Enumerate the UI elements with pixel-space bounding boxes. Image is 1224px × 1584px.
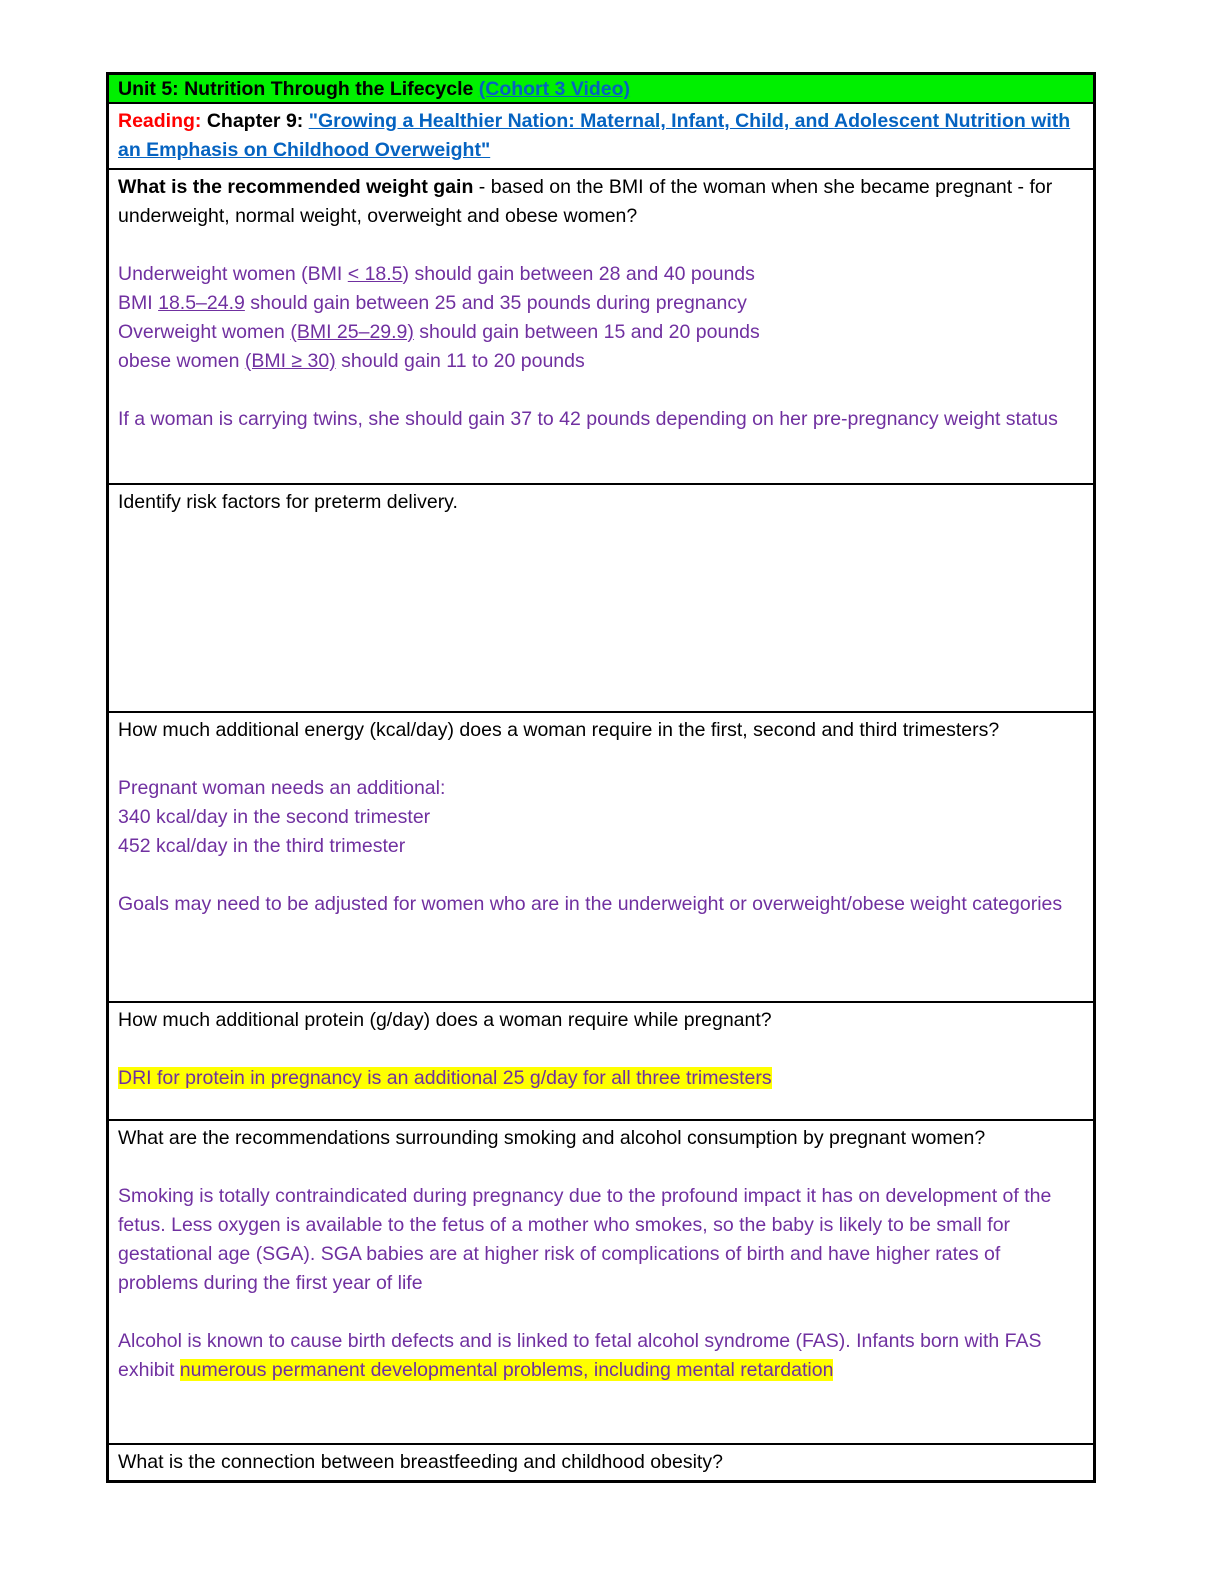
answer-text: ) should gain between 28 and 40 pounds: [402, 263, 755, 285]
protein-question: How much additional protein (g/day) does a woman require while pregnant?: [118, 1009, 772, 1031]
weight-gain-question: [118, 173, 1081, 231]
preterm-row: [109, 485, 1093, 713]
answer-obese: [118, 347, 1081, 376]
answer-text: Alcohol is known to cause birth defects and is linked to fetal alcohol syndrome (FAS). Infants born with FAS exhibit: [118, 1330, 1042, 1381]
answer-text: should gain 11 to 20 pounds: [335, 350, 585, 372]
weight-gain-row: [109, 170, 1093, 485]
answer-energy-intro: Pregnant woman needs an additional:: [118, 777, 446, 799]
spacer: [118, 861, 1081, 890]
unit-title: Unit 5: Nutrition Through the Lifecycle: [118, 78, 479, 100]
smoking-question: What are the recommendations surrounding smoking and alcohol consumption by pregnant women?: [118, 1127, 986, 1149]
answer-underlined: < 18.5: [347, 263, 403, 285]
spacer: [118, 1153, 1081, 1182]
answer-protein: [118, 1064, 1081, 1093]
highlighted-answer: numerous permanent developmental problems, including mental retardation: [179, 1359, 834, 1381]
preterm-question: Identify risk factors for preterm delivery.: [118, 491, 458, 513]
answer-energy-goals: Goals may need to be adjusted for women who are in the underweight or overweight/obese weight categories: [118, 893, 1063, 915]
answer-energy-second-trimester: 340 kcal/day in the second trimester: [118, 806, 431, 828]
reading-row: [109, 104, 1093, 170]
spacer: [118, 376, 1081, 405]
cohort-video-link[interactable]: (Cohort 3 Video): [478, 78, 631, 100]
smoking-alcohol-row: [109, 1121, 1093, 1445]
answer-twins: If a woman is carrying twins, she should gain 37 to 42 pounds depending on her pre-pregnancy weight status: [118, 408, 1058, 430]
answer-normal-weight: [118, 289, 1081, 318]
answer-underweight: [118, 260, 1081, 289]
highlighted-answer: DRI for protein in pregnancy is an additional 25 g/day for all three trimesters: [118, 1067, 772, 1089]
spacer: [118, 1298, 1081, 1327]
spacer: [118, 1035, 1081, 1064]
answer-text: BMI: [118, 292, 159, 314]
spacer: [118, 745, 1081, 774]
answer-text: Underweight women (BMI: [118, 263, 348, 285]
answer-text: should gain between 25 and 35 pounds during pregnancy: [244, 292, 747, 314]
study-guide-table: [106, 72, 1096, 1483]
breastfeeding-row: [109, 1445, 1093, 1480]
reading-label: Reading:: [118, 110, 207, 132]
answer-energy-third-trimester: 452 kcal/day in the third trimester: [118, 835, 406, 857]
chapter-label: Chapter 9:: [206, 110, 309, 132]
question-rest: - based on the BMI of the woman when she became pregnant - for underweight, normal weight, overweight and obese women?: [118, 176, 1053, 227]
answer-underlined: (BMI 25–29.9): [290, 321, 414, 343]
reading-line: [118, 107, 1081, 165]
answer-underlined: 18.5–24.9: [158, 292, 245, 314]
answer-overweight: [118, 318, 1081, 347]
spacer: [118, 231, 1081, 260]
energy-question: How much additional energy (kcal/day) does a woman require in the first, second and third trimesters?: [118, 719, 1000, 741]
answer-text: Overweight women: [118, 321, 291, 343]
energy-row: [109, 713, 1093, 1003]
breastfeeding-question: What is the connection between breastfeeding and childhood obesity?: [118, 1451, 723, 1473]
reading-chapter-link[interactable]: "Growing a Healthier Nation: Maternal, Infant, Child, and Adolescent Nutrition with an Emphasis on Childhood Overweight": [118, 110, 1071, 161]
unit-header-row: [109, 75, 1093, 104]
answer-text: obese women: [118, 350, 245, 372]
protein-row: [109, 1003, 1093, 1121]
answer-alcohol: [118, 1327, 1081, 1385]
answer-smoking: Smoking is totally contraindicated during pregnancy due to the profound impact it has on development of the fetus. Less oxygen is available to the fetus of a mother who smokes, so the baby is likely to be small for gestational age (SGA). SGA babies are at higher risk of complications of birth and have higher rates of problems during the first year of life: [118, 1185, 1052, 1294]
question-lead: What is the recommended weight gain: [118, 176, 474, 198]
answer-underlined: (BMI ≥ 30): [244, 350, 336, 372]
answer-text: should gain between 15 and 20 pounds: [413, 321, 760, 343]
